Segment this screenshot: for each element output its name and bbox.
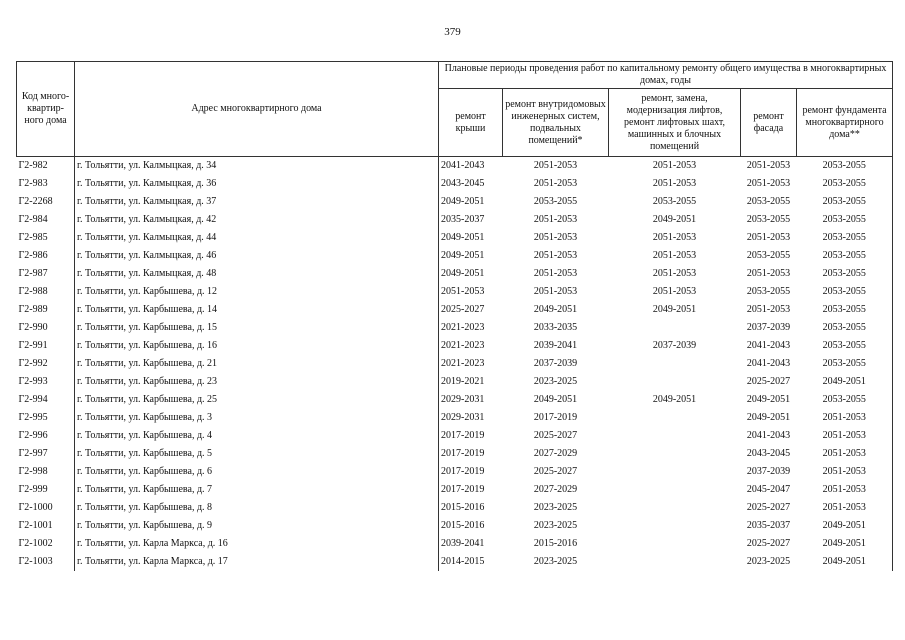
table-row [17,229,893,247]
cell-engineering: 2027-2029 [533,448,578,459]
cell-engineering: 2025-2027 [533,430,578,441]
cell-code: Г2-2268 [18,196,53,207]
cell-foundation: 2049-2051 [797,553,893,571]
cell-roof: 2049-2051 [439,193,503,211]
cell-foundation: 2053-2055 [797,355,893,373]
cell-roof: 2025-2027 [439,301,503,319]
cell-engineering: 2051-2053 [533,178,578,189]
cell-foundation: 2053-2055 [797,157,893,176]
table-row [17,373,893,391]
cell-lifts [609,535,741,553]
cell-lifts: 2049-2051 [652,394,697,405]
cell-facade: 2049-2051 [746,412,791,423]
cell-lifts: 2051-2053 [652,232,697,243]
cell-address: г. Тольятти, ул. Карбышева, д. 8 [75,499,439,517]
cell-engineering: 2037-2039 [533,358,578,369]
cell-engineering: 2049-2051 [533,304,578,315]
table-row [17,283,893,301]
cell-address: г. Тольятти, ул. Карбышева, д. 3 [75,409,439,427]
cell-facade: 2023-2025 [746,556,791,567]
cell-engineering: 2017-2019 [533,412,578,423]
cell-address: г. Тольятти, ул. Карбышева, д. 9 [75,517,439,535]
cell-code: Г2-993 [18,376,48,387]
cell-engineering: 2051-2053 [533,268,578,279]
cell-lifts [609,427,741,445]
cell-roof: 2014-2015 [439,553,503,571]
cell-foundation: 2049-2051 [797,373,893,391]
cell-code: Г2-997 [18,448,48,459]
cell-lifts: 2051-2053 [652,286,697,297]
cell-code: Г2-1001 [18,520,53,531]
header-lifts: ремонт, замена, модернизация лифтов, ремонт лифтовых шахт, машинных и блочных помещений [609,89,741,157]
cell-facade: 2051-2053 [746,268,791,279]
cell-foundation: 2053-2055 [797,193,893,211]
cell-facade: 2037-2039 [746,466,791,477]
header-row-1 [17,62,893,89]
cell-address: г. Тольятти, ул. Карбышева, д. 7 [75,481,439,499]
cell-foundation: 2053-2055 [797,229,893,247]
cell-foundation: 2053-2055 [797,175,893,193]
cell-foundation: 2049-2051 [797,517,893,535]
cell-facade: 2025-2027 [746,502,791,513]
cell-foundation: 2053-2055 [797,211,893,229]
cell-engineering: 2027-2029 [533,484,578,495]
cell-roof: 2019-2021 [439,373,503,391]
cell-address: г. Тольятти, ул. Карбышева, д. 23 [75,373,439,391]
cell-facade: 2041-2043 [746,358,791,369]
cell-roof: 2029-2031 [439,409,503,427]
table-row [17,301,893,319]
cell-engineering: 2023-2025 [533,502,578,513]
cell-foundation: 2051-2053 [797,409,893,427]
table-row [17,355,893,373]
header-roof: ремонт крыши [439,89,503,157]
cell-code: Г2-996 [18,430,48,441]
cell-facade: 2043-2045 [746,448,791,459]
cell-foundation: 2051-2053 [797,445,893,463]
cell-engineering: 2039-2041 [533,340,578,351]
table-row [17,337,893,355]
cell-code: Г2-992 [18,358,48,369]
table-row [17,193,893,211]
cell-code: Г2-995 [18,412,48,423]
table-header [17,62,893,157]
cell-facade: 2025-2027 [746,376,791,387]
cell-foundation: 2053-2055 [797,283,893,301]
cell-lifts [609,517,741,535]
cell-engineering: 2023-2025 [533,376,578,387]
cell-code: Г2-988 [18,286,48,297]
cell-foundation: 2051-2053 [797,427,893,445]
cell-lifts: 2051-2053 [652,250,697,261]
cell-roof: 2017-2019 [439,463,503,481]
cell-lifts [609,355,741,373]
cell-facade: 2053-2055 [746,196,791,207]
cell-lifts [609,481,741,499]
table-row [17,463,893,481]
table-row [17,481,893,499]
cell-lifts: 2049-2051 [652,304,697,315]
cell-code: Г2-1000 [18,502,53,513]
cell-roof: 2017-2019 [439,427,503,445]
cell-lifts [609,445,741,463]
cell-facade: 2037-2039 [746,322,791,333]
cell-code: Г2-1002 [18,538,53,549]
cell-address: г. Тольятти, ул. Карбышева, д. 4 [75,427,439,445]
cell-code: Г2-991 [18,340,48,351]
cell-roof: 2051-2053 [439,283,503,301]
table-row [17,517,893,535]
header-periods: Плановые периоды проведения работ по капитальному ремонту общего имущества в многоквартирных домах, годы [439,62,893,89]
cell-engineering: 2049-2051 [533,394,578,405]
cell-roof: 2049-2051 [439,265,503,283]
cell-code: Г2-994 [18,394,48,405]
table-row [17,391,893,409]
cell-engineering: 2051-2053 [533,286,578,297]
cell-code: Г2-999 [18,484,48,495]
cell-address: г. Тольятти, ул. Карбышева, д. 15 [75,319,439,337]
cell-lifts: 2049-2051 [652,214,697,225]
cell-foundation: 2053-2055 [797,301,893,319]
cell-code: Г2-1003 [18,556,53,567]
cell-code: Г2-989 [18,304,48,315]
table-row [17,319,893,337]
cell-address: г. Тольятти, ул. Карла Маркса, д. 16 [75,535,439,553]
cell-address: г. Тольятти, ул. Карбышева, д. 14 [75,301,439,319]
cell-facade: 2025-2027 [746,538,791,549]
cell-roof: 2049-2051 [439,229,503,247]
cell-roof: 2043-2045 [439,175,503,193]
cell-roof: 2035-2037 [439,211,503,229]
table-row [17,409,893,427]
cell-facade: 2035-2037 [746,520,791,531]
cell-code: Г2-990 [18,322,48,333]
cell-code: Г2-982 [18,160,48,171]
cell-roof: 2049-2051 [439,247,503,265]
cell-address: г. Тольятти, ул. Калмыцкая, д. 36 [75,175,439,193]
cell-roof: 2021-2023 [439,355,503,373]
cell-address: г. Тольятти, ул. Калмыцкая, д. 48 [75,265,439,283]
table-row [17,211,893,229]
cell-engineering: 2051-2053 [533,250,578,261]
table-row [17,175,893,193]
cell-lifts: 2051-2053 [652,178,697,189]
cell-address: г. Тольятти, ул. Карбышева, д. 25 [75,391,439,409]
header-facade: ремонт фасада [741,89,797,157]
cell-address: г. Тольятти, ул. Калмыцкая, д. 46 [75,247,439,265]
cell-address: г. Тольятти, ул. Калмыцкая, д. 44 [75,229,439,247]
table-row [17,265,893,283]
cell-code: Г2-983 [18,178,48,189]
table-row [17,553,893,571]
cell-code: Г2-985 [18,232,48,243]
cell-lifts [609,409,741,427]
cell-foundation: 2053-2055 [797,337,893,355]
table-row [17,247,893,265]
table-row [17,445,893,463]
cell-address: г. Тольятти, ул. Калмыцкая, д. 42 [75,211,439,229]
cell-roof: 2041-2043 [439,157,503,176]
cell-lifts: 2037-2039 [652,340,697,351]
cell-roof: 2021-2023 [439,337,503,355]
cell-facade: 2041-2043 [746,340,791,351]
cell-foundation: 2053-2055 [797,265,893,283]
cell-facade: 2049-2051 [746,394,791,405]
cell-engineering: 2051-2053 [533,232,578,243]
cell-roof: 2017-2019 [439,481,503,499]
cell-foundation: 2051-2053 [797,499,893,517]
cell-foundation: 2053-2055 [797,319,893,337]
cell-facade: 2051-2053 [746,232,791,243]
cell-code: Г2-998 [18,466,48,477]
cell-lifts [609,373,741,391]
cell-code: Г2-986 [18,250,48,261]
cell-facade: 2053-2055 [746,286,791,297]
cell-facade: 2051-2053 [746,160,791,171]
cell-facade: 2051-2053 [746,178,791,189]
capital-repair-table [16,61,893,571]
cell-lifts [609,553,741,571]
cell-roof: 2029-2031 [439,391,503,409]
cell-address: г. Тольятти, ул. Карла Маркса, д. 17 [75,553,439,571]
cell-facade: 2041-2043 [746,430,791,441]
cell-roof: 2021-2023 [439,319,503,337]
cell-foundation: 2049-2051 [797,535,893,553]
cell-lifts [609,499,741,517]
header-address: Адрес многоквартирного дома [75,62,439,157]
table-row [17,499,893,517]
cell-facade: 2053-2055 [746,250,791,261]
cell-lifts: 2051-2053 [652,268,697,279]
cell-foundation: 2051-2053 [797,463,893,481]
table-body [17,157,893,572]
cell-roof: 2039-2041 [439,535,503,553]
cell-engineering: 2025-2027 [533,466,578,477]
cell-facade: 2053-2055 [746,214,791,225]
cell-engineering: 2033-2035 [533,322,578,333]
header-engineering: ремонт внутридомовых инженерных систем, подвальных помещений* [503,89,609,157]
cell-facade: 2051-2053 [746,304,791,315]
cell-address: г. Тольятти, ул. Карбышева, д. 16 [75,337,439,355]
cell-lifts: 2051-2053 [652,160,697,171]
page-number: 379 [444,26,461,38]
cell-lifts: 2053-2055 [652,196,697,207]
cell-foundation: 2053-2055 [797,391,893,409]
cell-roof: 2017-2019 [439,445,503,463]
table-row [17,535,893,553]
cell-code: Г2-984 [18,214,48,225]
cell-roof: 2015-2016 [439,517,503,535]
cell-engineering: 2051-2053 [533,160,578,171]
cell-roof: 2015-2016 [439,499,503,517]
cell-engineering: 2023-2025 [533,556,578,567]
cell-address: г. Тольятти, ул. Карбышева, д. 12 [75,283,439,301]
cell-address: г. Тольятти, ул. Карбышева, д. 5 [75,445,439,463]
cell-lifts [609,319,741,337]
table-row [17,157,893,176]
cell-address: г. Тольятти, ул. Калмыцкая, д. 37 [75,193,439,211]
cell-engineering: 2015-2016 [533,538,578,549]
cell-engineering: 2051-2053 [533,214,578,225]
header-foundation: ремонт фундамента многоквартирного дома** [797,89,893,157]
cell-foundation: 2053-2055 [797,247,893,265]
cell-facade: 2045-2047 [746,484,791,495]
cell-engineering: 2053-2055 [533,196,578,207]
cell-lifts [609,463,741,481]
cell-engineering: 2023-2025 [533,520,578,531]
header-code: Код много-квартир-ного дома [17,62,75,157]
cell-code: Г2-987 [18,268,48,279]
table-row [17,427,893,445]
cell-address: г. Тольятти, ул. Карбышева, д. 21 [75,355,439,373]
cell-address: г. Тольятти, ул. Калмыцкая, д. 34 [75,157,439,176]
cell-address: г. Тольятти, ул. Карбышева, д. 6 [75,463,439,481]
cell-foundation: 2051-2053 [797,481,893,499]
